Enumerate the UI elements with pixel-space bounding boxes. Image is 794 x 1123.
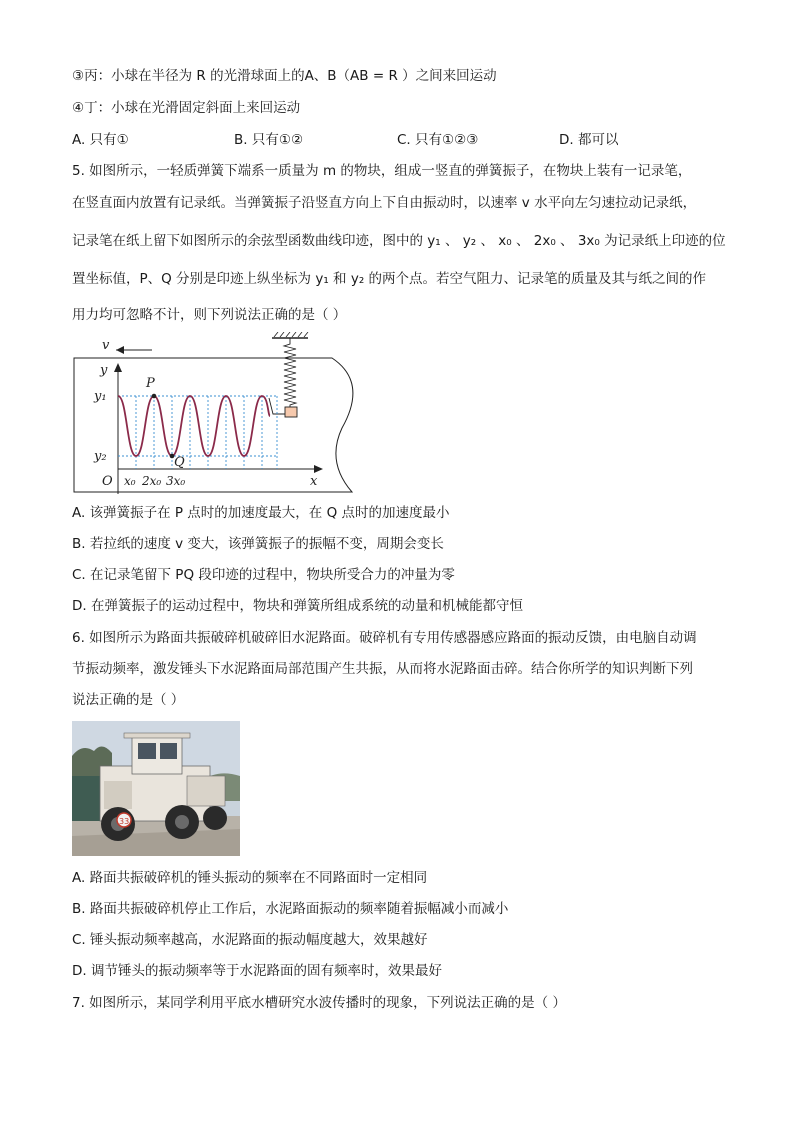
q4-item-4: ④丁：小球在光滑固定斜面上来回运动 xyxy=(72,100,301,116)
cosine-trace xyxy=(118,396,270,456)
q5-stem-line-3: 记录笔在纸上留下如图所示的余弦型函数曲线印迹，图中的 y₁ 、 y₂ 、 x₀ 、 2x₀ 、 3x₀ 为记录纸上印迹的位 xyxy=(72,233,726,249)
x-axis-arrowhead xyxy=(314,465,323,473)
block-mass xyxy=(285,407,297,417)
q5-option-c[interactable]: C. 在记录笔留下 PQ 段印迹的过程中，物块所受合力的冲量为零 xyxy=(72,567,455,583)
ceiling-hatch xyxy=(274,332,308,337)
velocity-label: v xyxy=(102,338,110,353)
x2-label: 2x₀ xyxy=(142,474,162,488)
x-axis-label: x xyxy=(310,474,318,489)
q4-item-3: ③丙：小球在半径为 R 的光滑球面上的A、B（AB = R ）之间来回运动 xyxy=(72,68,497,84)
badge-number: 33 xyxy=(119,817,130,826)
q4-choice-a[interactable]: A. 只有① xyxy=(72,132,129,148)
point-p-label: P xyxy=(146,376,155,391)
y1-label: y₁ xyxy=(94,389,107,404)
q6-stem-line-3: 说法正确的是（ ） xyxy=(72,692,185,708)
q6-option-d[interactable]: D. 调节锤头的振动频率等于水泥路面的固有频率时，效果最好 xyxy=(72,963,442,979)
y-axis-label: y xyxy=(100,363,108,378)
crusher-photo xyxy=(72,721,240,856)
spring-oscillator-figure xyxy=(72,332,372,497)
q5-stem-line-2: 在竖直面内放置有记录纸。当弹簧振子沿竖直方向上下自由振动时，以速率 v 水平向左匀速拉动记录纸， xyxy=(72,195,697,211)
point-p xyxy=(152,394,157,399)
q7-stem: 7. 如图所示，某同学利用平底水槽研究水波传播时的现象，下列说法正确的是（ ） xyxy=(72,995,566,1011)
recording-paper xyxy=(74,358,353,492)
q6-option-b[interactable]: B. 路面共振破碎机停止工作后，水泥路面振动的频率随着振幅减小而减小 xyxy=(72,901,509,917)
q6-option-c[interactable]: C. 锤头振动频率越高，水泥路面的振动幅度越大，效果越好 xyxy=(72,932,428,948)
q4-choice-d[interactable]: D. 都可以 xyxy=(559,132,619,148)
q5-option-a[interactable]: A. 该弹簧振子在 P 点时的加速度最大，在 Q 点时的加速度最小 xyxy=(72,505,450,521)
q5-stem-line-4: 置坐标值，P、Q 分别是印迹上纵坐标为 y₁ 和 y₂ 的两个点。若空气阻力、记录笔的质量及其与纸之间的作 xyxy=(72,271,707,287)
q6-option-a[interactable]: A. 路面共振破碎机的锤头振动的频率在不同路面时一定相同 xyxy=(72,870,428,886)
q6-stem-line-2: 节振动频率，激发锤头下水泥路面局部范围产生共振，从而将水泥路面击碎。结合你所学的知识判断下列 xyxy=(72,661,693,677)
q4-choices xyxy=(72,131,732,149)
point-q-label: Q xyxy=(174,455,185,470)
y-axis-arrowhead xyxy=(114,363,122,372)
velocity-arrowhead xyxy=(116,346,124,354)
dashed-guides xyxy=(118,396,277,469)
q5-option-b[interactable]: B. 若拉纸的速度 v 变大，该弹簧振子的振幅不变，周期会变长 xyxy=(72,536,444,552)
y2-label: y₂ xyxy=(94,449,107,464)
q5-option-d[interactable]: D. 在弹簧振子的运动过程中，物块和弹簧所组成系统的动量和机械能都守恒 xyxy=(72,598,523,614)
x3-label: 3x₀ xyxy=(166,474,186,488)
q4-choice-c[interactable]: C. 只有①②③ xyxy=(397,132,479,148)
q5-stem-line-1: 5. 如图所示，一轻质弹簧下端系一质量为 m 的物块，组成一竖直的弹簧振子，在物块上装有一记录笔， xyxy=(72,163,692,179)
spring-coil xyxy=(284,338,296,407)
q5-stem-line-5: 用力均可忽略不计，则下列说法正确的是（ ） xyxy=(72,307,347,323)
x0-label: x₀ xyxy=(124,474,136,488)
q6-stem-line-1: 6. 如图所示为路面共振破碎机破碎旧水泥路面。破碎机有专用传感器感应路面的振动反馈，由电脑自动调 xyxy=(72,630,697,646)
origin-label: O xyxy=(102,474,113,489)
q4-choice-b[interactable]: B. 只有①② xyxy=(234,132,304,148)
